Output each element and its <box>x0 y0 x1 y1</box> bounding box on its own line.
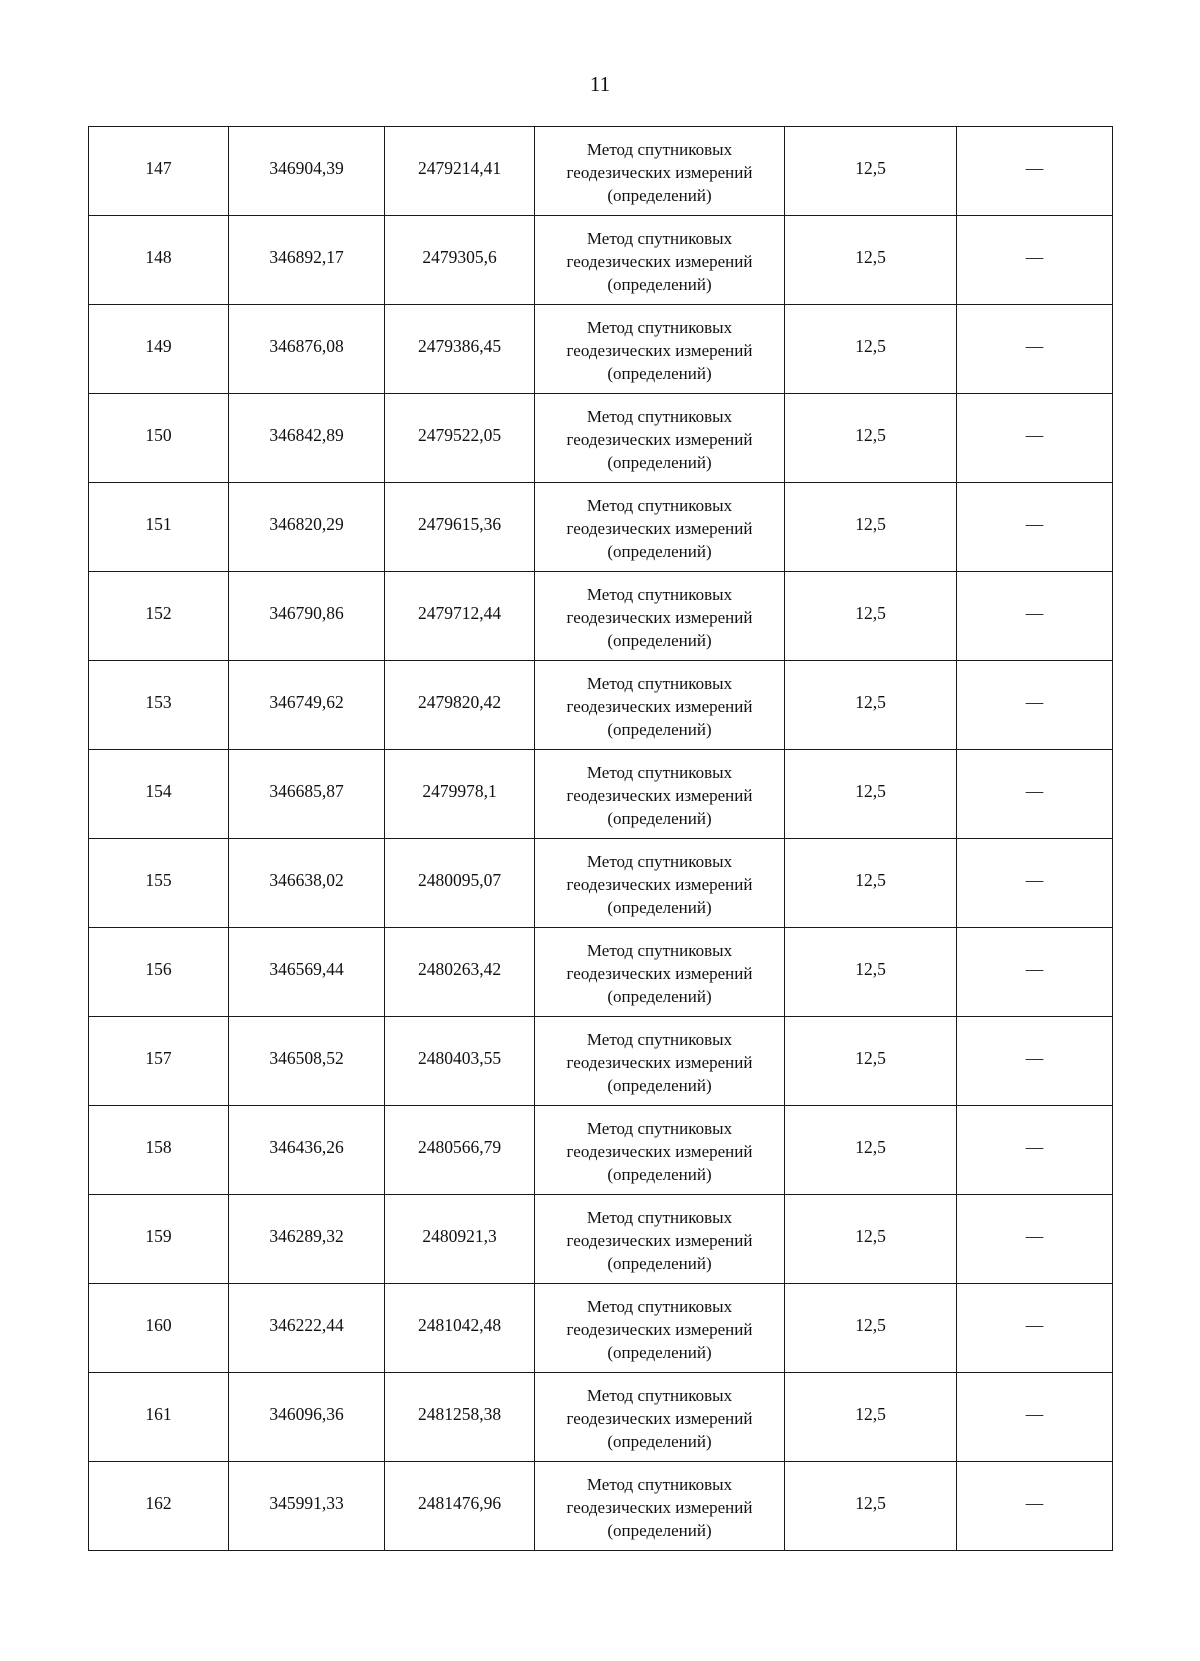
method-cell <box>535 483 785 572</box>
method-text-line: Метод спутниковых <box>586 673 733 693</box>
point-number-cell <box>89 305 229 394</box>
point-number-cell <box>89 572 229 661</box>
table-row <box>89 394 1113 483</box>
coordinate-y-value: 2480095,07 <box>417 869 502 890</box>
method-text-line: (определений) <box>607 719 712 739</box>
note-cell <box>957 483 1113 572</box>
accuracy-cell <box>785 216 957 305</box>
table-row <box>89 305 1113 394</box>
coordinate-x-cell <box>229 839 385 928</box>
note-cell <box>957 750 1113 839</box>
point-number-value: 149 <box>145 335 172 356</box>
coordinate-x-value: 346638,02 <box>269 869 344 890</box>
accuracy-cell <box>785 394 957 483</box>
note-value: — <box>1025 1225 1044 1246</box>
method-cell <box>535 127 785 216</box>
note-value: — <box>1025 335 1044 356</box>
coordinate-y-value: 2481042,48 <box>417 1314 502 1335</box>
method-text-line: (определений) <box>607 1342 712 1362</box>
point-number-cell <box>89 839 229 928</box>
table-row <box>89 127 1113 216</box>
method-text-line: (определений) <box>607 1164 712 1184</box>
coordinate-y-value: 2479978,1 <box>422 780 497 801</box>
method-text-line: (определений) <box>607 185 712 205</box>
method-text-line: Метод спутниковых <box>586 139 733 159</box>
accuracy-cell <box>785 839 957 928</box>
method-text-line: геодезических измерений <box>566 696 753 716</box>
method-text-line: геодезических измерений <box>566 340 753 360</box>
note-cell <box>957 394 1113 483</box>
note-cell <box>957 127 1113 216</box>
point-number-value: 156 <box>145 958 172 979</box>
point-number-value: 153 <box>145 691 172 712</box>
note-value: — <box>1025 1314 1044 1335</box>
coordinate-x-cell <box>229 1284 385 1373</box>
coordinate-x-value: 346222,44 <box>269 1314 344 1335</box>
method-text-line: Метод спутниковых <box>586 317 733 337</box>
coordinates-table <box>88 126 1113 1551</box>
note-cell <box>957 572 1113 661</box>
coordinate-x-value: 346749,62 <box>269 691 344 712</box>
accuracy-value: 12,5 <box>855 1314 886 1335</box>
coordinate-y-value: 2479305,6 <box>422 246 497 267</box>
coordinate-x-cell <box>229 127 385 216</box>
note-value: — <box>1025 157 1044 178</box>
coordinate-x-cell <box>229 305 385 394</box>
method-text-line: (определений) <box>607 274 712 294</box>
point-number-cell <box>89 750 229 839</box>
accuracy-value: 12,5 <box>855 691 886 712</box>
note-value: — <box>1025 1403 1044 1424</box>
coordinate-x-cell <box>229 661 385 750</box>
method-cell <box>535 216 785 305</box>
accuracy-cell <box>785 483 957 572</box>
method-cell <box>535 1195 785 1284</box>
accuracy-cell <box>785 1017 957 1106</box>
note-value: — <box>1025 602 1044 623</box>
accuracy-cell <box>785 750 957 839</box>
coordinate-x-cell <box>229 1195 385 1284</box>
note-cell <box>957 1284 1113 1373</box>
coordinate-y-cell <box>385 216 535 305</box>
coordinate-x-value: 346289,32 <box>269 1225 344 1246</box>
point-number-value: 148 <box>145 246 172 267</box>
accuracy-value: 12,5 <box>855 335 886 356</box>
note-value: — <box>1025 513 1044 534</box>
method-text-line: (определений) <box>607 541 712 561</box>
note-cell <box>957 1373 1113 1462</box>
coordinate-y-cell <box>385 1284 535 1373</box>
accuracy-value: 12,5 <box>855 246 886 267</box>
accuracy-value: 12,5 <box>855 1492 886 1513</box>
coordinate-x-cell <box>229 1462 385 1551</box>
coordinate-y-cell <box>385 394 535 483</box>
method-cell <box>535 839 785 928</box>
method-text-line: геодезических измерений <box>566 251 753 271</box>
coordinate-y-cell <box>385 839 535 928</box>
accuracy-cell <box>785 305 957 394</box>
method-text-line: Метод спутниковых <box>586 762 733 782</box>
coordinate-y-value: 2479522,05 <box>417 424 502 445</box>
coordinate-y-value: 2481258,38 <box>417 1403 502 1424</box>
table-row <box>89 839 1113 928</box>
coordinate-x-value: 346096,36 <box>269 1403 344 1424</box>
coordinate-x-value: 346569,44 <box>269 958 344 979</box>
table-row <box>89 483 1113 572</box>
coordinate-y-value: 2479214,41 <box>417 157 502 178</box>
method-text-line: Метод спутниковых <box>586 1474 733 1494</box>
point-number-cell <box>89 1106 229 1195</box>
note-value: — <box>1025 1136 1044 1157</box>
coordinate-x-cell <box>229 394 385 483</box>
note-value: — <box>1025 1047 1044 1068</box>
coordinate-y-cell <box>385 1017 535 1106</box>
point-number-value: 161 <box>145 1403 172 1424</box>
coordinate-x-cell <box>229 1017 385 1106</box>
method-cell <box>535 305 785 394</box>
accuracy-cell <box>785 1462 957 1551</box>
coordinate-x-value: 346820,29 <box>269 513 344 534</box>
coordinate-y-value: 2480403,55 <box>417 1047 502 1068</box>
method-cell <box>535 1106 785 1195</box>
accuracy-value: 12,5 <box>855 157 886 178</box>
coordinate-x-value: 346904,39 <box>269 157 344 178</box>
method-text-line: (определений) <box>607 808 712 828</box>
coordinate-x-cell <box>229 928 385 1017</box>
coordinate-y-cell <box>385 1462 535 1551</box>
method-text-line: Метод спутниковых <box>586 1296 733 1316</box>
accuracy-value: 12,5 <box>855 869 886 890</box>
coordinate-x-cell <box>229 572 385 661</box>
method-text-line: (определений) <box>607 363 712 383</box>
coordinate-y-cell <box>385 928 535 1017</box>
coordinate-y-cell <box>385 127 535 216</box>
coordinate-x-value: 346790,86 <box>269 602 344 623</box>
accuracy-cell <box>785 1195 957 1284</box>
accuracy-value: 12,5 <box>855 958 886 979</box>
point-number-cell <box>89 1462 229 1551</box>
accuracy-cell <box>785 1106 957 1195</box>
coordinate-y-cell <box>385 483 535 572</box>
note-value: — <box>1025 958 1044 979</box>
table-row <box>89 1017 1113 1106</box>
method-text-line: (определений) <box>607 1431 712 1451</box>
coordinate-y-cell <box>385 750 535 839</box>
note-value: — <box>1025 869 1044 890</box>
coordinate-y-value: 2480566,79 <box>417 1136 502 1157</box>
coordinate-x-cell <box>229 216 385 305</box>
coordinate-y-value: 2480921,3 <box>422 1225 497 1246</box>
method-text-line: Метод спутниковых <box>586 228 733 248</box>
method-text-line: Метод спутниковых <box>586 1207 733 1227</box>
table-row <box>89 1195 1113 1284</box>
method-text-line: Метод спутниковых <box>586 495 733 515</box>
point-number-cell <box>89 1373 229 1462</box>
method-cell <box>535 394 785 483</box>
accuracy-cell <box>785 572 957 661</box>
coordinate-y-cell <box>385 1106 535 1195</box>
coordinate-x-value: 346508,52 <box>269 1047 344 1068</box>
point-number-value: 160 <box>145 1314 172 1335</box>
method-cell <box>535 1017 785 1106</box>
point-number-value: 147 <box>145 157 172 178</box>
method-text-line: геодезических измерений <box>566 1052 753 1072</box>
coordinate-x-cell <box>229 483 385 572</box>
coordinate-x-cell <box>229 750 385 839</box>
accuracy-cell <box>785 928 957 1017</box>
coordinate-y-value: 2479820,42 <box>417 691 502 712</box>
note-cell <box>957 216 1113 305</box>
method-text-line: геодезических измерений <box>566 162 753 182</box>
table-row <box>89 1462 1113 1551</box>
point-number-cell <box>89 1017 229 1106</box>
coordinate-y-cell <box>385 661 535 750</box>
point-number-cell <box>89 216 229 305</box>
method-text-line: геодезических измерений <box>566 1408 753 1428</box>
method-text-line: геодезических измерений <box>566 429 753 449</box>
table-row <box>89 661 1113 750</box>
note-value: — <box>1025 691 1044 712</box>
coordinate-x-value: 346842,89 <box>269 424 344 445</box>
method-text-line: геодезических измерений <box>566 1497 753 1517</box>
point-number-value: 151 <box>145 513 172 534</box>
accuracy-value: 12,5 <box>855 513 886 534</box>
note-cell <box>957 839 1113 928</box>
point-number-value: 150 <box>145 424 172 445</box>
table-row <box>89 928 1113 1017</box>
method-text-line: геодезических измерений <box>566 874 753 894</box>
accuracy-value: 12,5 <box>855 1225 886 1246</box>
method-text-line: (определений) <box>607 897 712 917</box>
method-text-line: Метод спутниковых <box>586 406 733 426</box>
accuracy-value: 12,5 <box>855 1403 886 1424</box>
table-row <box>89 1373 1113 1462</box>
method-cell <box>535 661 785 750</box>
coordinate-y-value: 2479712,44 <box>417 602 502 623</box>
table-row <box>89 572 1113 661</box>
method-text-line: геодезических измерений <box>566 785 753 805</box>
accuracy-value: 12,5 <box>855 1047 886 1068</box>
note-cell <box>957 1017 1113 1106</box>
table-row <box>89 1106 1113 1195</box>
coordinate-y-value: 2480263,42 <box>417 958 502 979</box>
method-text-line: (определений) <box>607 986 712 1006</box>
accuracy-cell <box>785 127 957 216</box>
point-number-value: 155 <box>145 869 172 890</box>
method-text-line: (определений) <box>607 1253 712 1273</box>
accuracy-cell <box>785 1373 957 1462</box>
accuracy-cell <box>785 661 957 750</box>
coordinate-x-value: 346892,17 <box>269 246 344 267</box>
point-number-value: 154 <box>145 780 172 801</box>
method-text-line: (определений) <box>607 630 712 650</box>
method-text-line: (определений) <box>607 1520 712 1540</box>
note-cell <box>957 1195 1113 1284</box>
accuracy-cell <box>785 1284 957 1373</box>
accuracy-value: 12,5 <box>855 780 886 801</box>
note-cell <box>957 1462 1113 1551</box>
coordinate-y-value: 2479615,36 <box>417 513 502 534</box>
coordinate-y-cell <box>385 305 535 394</box>
accuracy-value: 12,5 <box>855 1136 886 1157</box>
method-text-line: геодезических измерений <box>566 1319 753 1339</box>
method-cell <box>535 1462 785 1551</box>
method-text-line: (определений) <box>607 1075 712 1095</box>
point-number-cell <box>89 127 229 216</box>
method-text-line: Метод спутниковых <box>586 940 733 960</box>
coordinate-y-cell <box>385 1373 535 1462</box>
coordinate-y-value: 2479386,45 <box>417 335 502 356</box>
note-cell <box>957 305 1113 394</box>
method-text-line: Метод спутниковых <box>586 584 733 604</box>
table-row <box>89 750 1113 839</box>
accuracy-value: 12,5 <box>855 424 886 445</box>
method-text-line: Метод спутниковых <box>586 851 733 871</box>
accuracy-value: 12,5 <box>855 602 886 623</box>
point-number-cell <box>89 661 229 750</box>
point-number-cell <box>89 928 229 1017</box>
note-cell <box>957 1106 1113 1195</box>
note-value: — <box>1025 1492 1044 1513</box>
table-body <box>89 127 1113 1551</box>
method-text-line: (определений) <box>607 452 712 472</box>
method-text-line: Метод спутниковых <box>586 1385 733 1405</box>
point-number-value: 152 <box>145 602 172 623</box>
point-number-cell <box>89 394 229 483</box>
table-row <box>89 1284 1113 1373</box>
point-number-value: 158 <box>145 1136 172 1157</box>
coordinate-y-cell <box>385 572 535 661</box>
point-number-value: 157 <box>145 1047 172 1068</box>
page-number: 11 <box>589 72 611 96</box>
coordinate-x-value: 346876,08 <box>269 335 344 356</box>
method-cell <box>535 1284 785 1373</box>
point-number-value: 162 <box>145 1492 172 1513</box>
method-text-line: геодезических измерений <box>566 1141 753 1161</box>
note-value: — <box>1025 424 1044 445</box>
note-value: — <box>1025 780 1044 801</box>
note-cell <box>957 661 1113 750</box>
point-number-value: 159 <box>145 1225 172 1246</box>
note-cell <box>957 928 1113 1017</box>
method-cell <box>535 750 785 839</box>
coordinate-y-value: 2481476,96 <box>417 1492 502 1513</box>
note-value: — <box>1025 246 1044 267</box>
point-number-cell <box>89 483 229 572</box>
method-text-line: геодезических измерений <box>566 518 753 538</box>
coordinate-x-cell <box>229 1373 385 1462</box>
method-cell <box>535 572 785 661</box>
table-row <box>89 216 1113 305</box>
coordinate-x-value: 346685,87 <box>269 780 344 801</box>
point-number-cell <box>89 1195 229 1284</box>
coordinate-y-cell <box>385 1195 535 1284</box>
point-number-cell <box>89 1284 229 1373</box>
method-cell <box>535 928 785 1017</box>
method-text-line: геодезических измерений <box>566 1230 753 1250</box>
method-text-line: геодезических измерений <box>566 963 753 983</box>
method-text-line: Метод спутниковых <box>586 1118 733 1138</box>
method-cell <box>535 1373 785 1462</box>
coordinate-x-cell <box>229 1106 385 1195</box>
coordinate-x-value: 346436,26 <box>269 1136 344 1157</box>
method-text-line: геодезических измерений <box>566 607 753 627</box>
method-text-line: Метод спутниковых <box>586 1029 733 1049</box>
coordinate-x-value: 345991,33 <box>269 1492 344 1513</box>
